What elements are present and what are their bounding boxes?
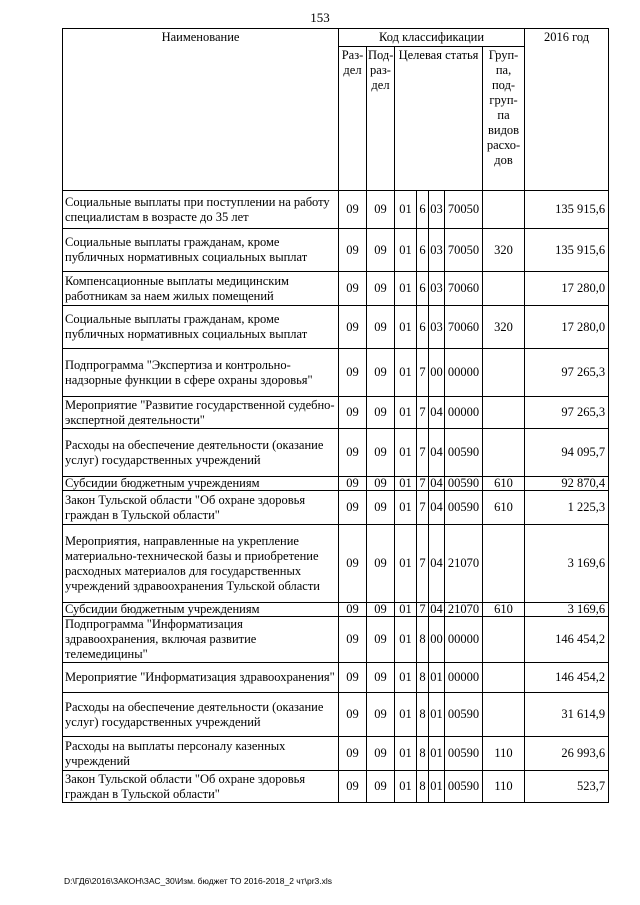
header-section: Раз-дел	[339, 47, 367, 191]
amount-2016: 94 095,7	[525, 429, 609, 477]
subsection-code: 09	[367, 737, 395, 771]
subsection-code: 09	[367, 191, 395, 229]
target-direction: 00000	[445, 663, 483, 693]
target-program: 01	[395, 737, 417, 771]
target-program: 01	[395, 272, 417, 306]
target-subprogram: 7	[417, 477, 429, 491]
header-classification-code: Код классификации	[339, 29, 525, 47]
table-row	[63, 397, 609, 429]
subsection-code: 09	[367, 617, 395, 663]
row-name: Расходы на обеспечение деятельности (оказание услуг) государственных учреждений	[63, 429, 339, 477]
target-activity: 04	[430, 476, 443, 490]
target-direction: 00590	[445, 491, 483, 525]
amount-2016: 3 169,6	[525, 525, 609, 603]
header-subsection: Под-раз-дел	[367, 47, 395, 191]
target-subprogram: 8	[417, 737, 429, 771]
section-code: 09	[339, 429, 367, 477]
row-name: Компенсационные выплаты медицинским работникам за наем жилых помещений	[63, 272, 339, 306]
target-program: 01	[395, 349, 417, 397]
section-code: 09	[339, 306, 367, 349]
table-row	[63, 477, 609, 491]
page-number: 153	[310, 10, 330, 25]
target-program: 01	[395, 491, 417, 525]
expense-group: 320	[483, 229, 525, 272]
target-direction: 70050	[445, 229, 483, 272]
target-subprogram: 6	[417, 191, 429, 229]
header-year: 2016 год	[525, 29, 609, 191]
target-direction: 00590	[445, 737, 483, 771]
row-name: Мероприятия, направленные на укрепление материально-технической базы и приобретение расходных материалов для государственных учреждений здравоохранения Тульской области	[63, 525, 339, 603]
section-code: 09	[339, 525, 367, 603]
target-subprogram: 6	[417, 306, 429, 349]
section-code: 09	[339, 737, 367, 771]
target-program: 01	[395, 663, 417, 693]
target-subprogram: 8	[417, 663, 429, 693]
subsection-code: 09	[367, 491, 395, 525]
table-row	[63, 491, 609, 525]
section-code: 09	[339, 477, 367, 491]
target-activity: 04	[429, 525, 445, 603]
target-activity: 00	[429, 617, 445, 663]
subsection-code: 09	[367, 272, 395, 306]
expense-group: 610	[483, 477, 525, 491]
section-code: 09	[339, 693, 367, 737]
target-subprogram: 8	[417, 771, 429, 803]
expense-group: 320	[483, 306, 525, 349]
section-code: 09	[339, 771, 367, 803]
amount-2016: 523,7	[525, 771, 609, 803]
row-name: Социальные выплаты при поступлении на работу специалистам в возрасте до 35 лет	[63, 191, 339, 229]
target-program: 01	[395, 771, 417, 803]
subsection-code: 09	[367, 603, 395, 617]
target-activity: 01	[429, 693, 445, 737]
expense-group	[483, 693, 525, 737]
amount-2016: 3 169,6	[525, 603, 609, 617]
target-activity: 00	[429, 349, 445, 397]
row-name: Подпрограмма "Экспертиза и контрольно-надзорные функции в сфере охраны здоровья"	[63, 349, 339, 397]
target-activity: 01	[429, 771, 445, 803]
target-activity: 04	[429, 397, 445, 429]
target-direction: 00000	[445, 349, 483, 397]
amount-2016: 26 993,6	[525, 737, 609, 771]
row-name: Подпрограмма "Информатизация здравоохранения, включая развитие телемедицины"	[63, 617, 339, 663]
target-direction: 70060	[445, 306, 483, 349]
row-name: Субсидии бюджетным учреждениям	[63, 477, 339, 491]
expense-group	[483, 429, 525, 477]
target-subprogram: 7	[417, 429, 429, 477]
target-subprogram: 8	[417, 617, 429, 663]
amount-2016: 146 454,2	[525, 617, 609, 663]
target-direction: 00000	[445, 617, 483, 663]
section-code: 09	[339, 397, 367, 429]
target-subprogram: 7	[417, 349, 429, 397]
amount-2016: 1 225,3	[525, 491, 609, 525]
section-code: 09	[339, 272, 367, 306]
target-direction: 00590	[445, 771, 483, 803]
target-program: 01	[395, 477, 417, 491]
section-code: 09	[339, 617, 367, 663]
target-activity: 03	[429, 272, 445, 306]
amount-2016: 135 915,6	[525, 229, 609, 272]
subsection-code: 09	[367, 663, 395, 693]
row-name: Социальные выплаты гражданам, кроме публичных нормативных социальных выплат	[63, 306, 339, 349]
expense-group: 110	[483, 771, 525, 803]
table-row	[63, 737, 609, 771]
target-direction: 21070	[445, 525, 483, 603]
target-program: 01	[395, 191, 417, 229]
subsection-code: 09	[367, 771, 395, 803]
header-name: Наименование	[63, 29, 339, 191]
table-row	[63, 663, 609, 693]
expense-group: 110	[483, 737, 525, 771]
target-program: 01	[395, 429, 417, 477]
target-subprogram: 7	[417, 491, 429, 525]
target-subprogram: 7	[417, 603, 429, 617]
expense-group	[483, 272, 525, 306]
amount-2016: 146 454,2	[525, 663, 609, 693]
expense-group	[483, 617, 525, 663]
target-program: 01	[395, 397, 417, 429]
target-subprogram: 6	[417, 229, 429, 272]
target-subprogram: 7	[417, 525, 429, 603]
table-row	[63, 229, 609, 272]
target-direction: 70050	[445, 191, 483, 229]
table-row	[63, 771, 609, 803]
target-subprogram: 7	[417, 397, 429, 429]
target-activity: 04	[429, 491, 445, 525]
subsection-code: 09	[367, 525, 395, 603]
target-program: 01	[395, 617, 417, 663]
expense-group	[483, 397, 525, 429]
table-row	[63, 429, 609, 477]
budget-table	[62, 28, 609, 803]
target-program: 01	[395, 229, 417, 272]
target-activity: 01	[429, 663, 445, 693]
section-code: 09	[339, 663, 367, 693]
target-activity: 04	[430, 602, 443, 616]
header-target-article: Целевая статья	[395, 47, 483, 191]
target-program: 01	[395, 603, 417, 617]
target-activity: 03	[429, 191, 445, 229]
expense-group: 610	[483, 491, 525, 525]
amount-2016: 31 614,9	[525, 693, 609, 737]
subsection-code: 09	[367, 306, 395, 349]
target-activity: 03	[429, 229, 445, 272]
expense-group	[483, 191, 525, 229]
row-name: Закон Тульской области "Об охране здоровья граждан в Тульской области"	[63, 771, 339, 803]
target-direction: 00590	[445, 693, 483, 737]
subsection-code: 09	[367, 693, 395, 737]
table-row	[63, 349, 609, 397]
target-direction: 00590	[445, 429, 483, 477]
amount-2016: 92 870,4	[525, 477, 609, 491]
target-program: 01	[395, 306, 417, 349]
target-activity: 04	[429, 429, 445, 477]
table-row	[63, 272, 609, 306]
target-subprogram: 8	[417, 693, 429, 737]
section-code: 09	[339, 491, 367, 525]
target-program: 01	[395, 525, 417, 603]
row-name: Закон Тульской области "Об охране здоровья граждан в Тульской области"	[63, 491, 339, 525]
target-subprogram: 6	[417, 272, 429, 306]
table-row	[63, 525, 609, 603]
row-name: Субсидии бюджетным учреждениям	[63, 603, 339, 617]
row-name: Мероприятие "Развитие государственной судебно-экспертной деятельности"	[63, 397, 339, 429]
header-expense-group: Груп-па, под-груп-па видов расхо-дов	[483, 47, 525, 191]
target-direction: 00590	[445, 477, 483, 491]
section-code: 09	[339, 191, 367, 229]
table-row	[63, 617, 609, 663]
table-row	[63, 191, 609, 229]
target-activity: 03	[429, 306, 445, 349]
target-activity: 01	[429, 737, 445, 771]
target-direction: 21070	[445, 603, 483, 617]
subsection-code: 09	[367, 477, 395, 491]
subsection-code: 09	[367, 349, 395, 397]
amount-2016: 97 265,3	[525, 349, 609, 397]
target-direction: 70060	[445, 272, 483, 306]
section-code: 09	[339, 603, 367, 617]
row-name: Расходы на выплаты персоналу казенных учреждений	[63, 737, 339, 771]
subsection-code: 09	[367, 429, 395, 477]
subsection-code: 09	[367, 229, 395, 272]
table-row	[63, 693, 609, 737]
row-name: Социальные выплаты гражданам, кроме публичных нормативных социальных выплат	[63, 229, 339, 272]
row-name: Мероприятие "Информатизация здравоохранения"	[63, 663, 339, 693]
expense-group	[483, 663, 525, 693]
table-row	[63, 306, 609, 349]
row-name: Расходы на обеспечение деятельности (оказание услуг) государственных учреждений	[63, 693, 339, 737]
amount-2016: 17 280,0	[525, 306, 609, 349]
target-direction: 00000	[445, 397, 483, 429]
target-program: 01	[395, 693, 417, 737]
table-row	[63, 603, 609, 617]
file-path-footer: D:\ГД6\2016\ЗАКОН\ЗАС_30\Изм. бюджет ТО 2016-2018_2 чт\pr3.xls	[64, 876, 333, 886]
amount-2016: 135 915,6	[525, 191, 609, 229]
section-code: 09	[339, 229, 367, 272]
expense-group: 610	[483, 603, 525, 617]
subsection-code: 09	[367, 397, 395, 429]
amount-2016: 17 280,0	[525, 272, 609, 306]
expense-group	[483, 525, 525, 603]
expense-group	[483, 349, 525, 397]
table-body	[63, 191, 609, 803]
amount-2016: 97 265,3	[525, 397, 609, 429]
section-code: 09	[339, 349, 367, 397]
